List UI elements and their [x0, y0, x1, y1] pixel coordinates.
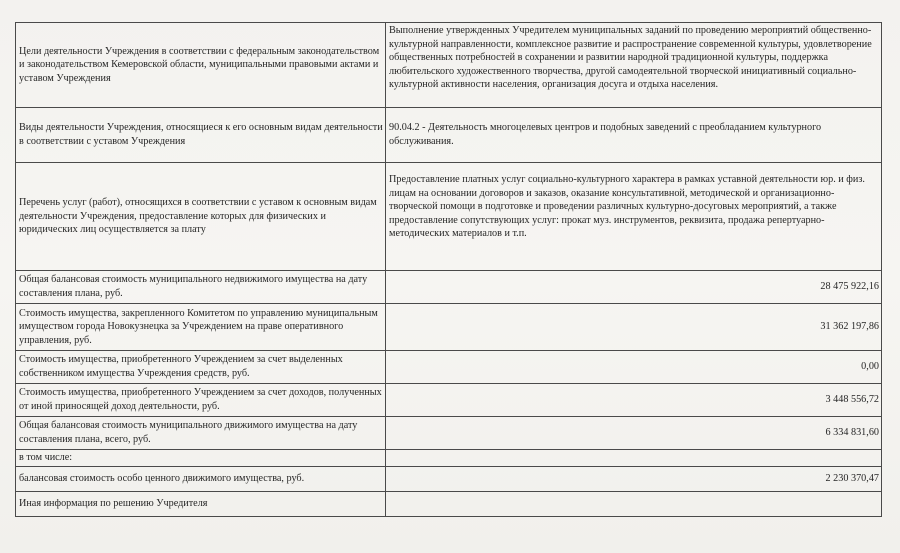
table-row [16, 450, 882, 467]
row-label: балансовая стоимость особо ценного движимого имущества, руб. [16, 466, 386, 491]
institution-info-table [15, 22, 882, 517]
row-value: 3 448 556,72 [386, 384, 882, 417]
table-row [16, 23, 882, 108]
row-value: 6 334 831,60 [386, 417, 882, 450]
table-row [16, 384, 882, 417]
table-row [16, 491, 882, 516]
row-label: Стоимость имущества, закрепленного Комитетом по управлению муниципальным имуществом города Новокузнецка за Учреждением на праве оперативного управления, руб. [16, 304, 386, 351]
row-value [386, 491, 882, 516]
row-label: Перечень услуг (работ), относящихся в соответствии с уставом к основным видам деятельности Учреждения, предоставление которых для физических и юридических лиц осуществляется за плату [16, 163, 386, 271]
row-value: 31 362 197,86 [386, 304, 882, 351]
table-row [16, 351, 882, 384]
table-row [16, 271, 882, 304]
table-row [16, 466, 882, 491]
row-value: Предоставление платных услуг социально-культурного характера в рамках уставной деятельности юр. и физ. лицам на основании договоров и заказов, оказание консультативной, методической и организационно-творческой помощи в подготовке и проведении различных культурно-досуговых мероприятий, а также предоставление сопутствующих услуг: прокат муз. инструментов, реквизита, продажа репертуарно-методических материалов и т.п. [386, 163, 882, 271]
row-value: 0,00 [386, 351, 882, 384]
row-value: 28 475 922,16 [386, 271, 882, 304]
table-row [16, 163, 882, 271]
table-row [16, 304, 882, 351]
row-label: в том числе: [16, 450, 386, 467]
row-label: Виды деятельности Учреждения, относящиеся к его основным видам деятельности в соответствии с уставом Учреждения [16, 108, 386, 163]
row-label: Общая балансовая стоимость муниципального недвижимого имущества на дату составления плана, руб. [16, 271, 386, 304]
row-label: Общая балансовая стоимость муниципального движимого имущества на дату составления плана, всего, руб. [16, 417, 386, 450]
row-label: Стоимость имущества, приобретенного Учреждением за счет доходов, полученных от иной приносящей доход деятельности, руб. [16, 384, 386, 417]
row-value: Выполнение утвержденных Учредителем муниципальных заданий по проведению мероприятий общественно-культурной направленности, комплексное развитие и распространение современной культуры, удовлетворение общественных потребностей в сохранении и развитии народной традиционной культуры, поддержка любительского художественного творчества, другой самодеятельной творческой инициативный социально-культурной активности населения, организация досуга и отдыха населения. [386, 23, 882, 108]
row-value: 90.04.2 - Деятельность многоцелевых центров и подобных заведений с преобладанием культурного обслуживания. [386, 108, 882, 163]
table-row [16, 417, 882, 450]
row-value: 2 230 370,47 [386, 466, 882, 491]
row-label: Иная информация по решению Учредителя [16, 491, 386, 516]
row-label: Стоимость имущества, приобретенного Учреждением за счет выделенных собственником имущества Учреждения средств, руб. [16, 351, 386, 384]
row-value [386, 450, 882, 467]
row-label: Цели деятельности Учреждения в соответствии с федеральным законодательством и законодательством Кемеровской области, муниципальными правовыми актами и уставом Учреждения [16, 23, 386, 108]
table-row [16, 108, 882, 163]
